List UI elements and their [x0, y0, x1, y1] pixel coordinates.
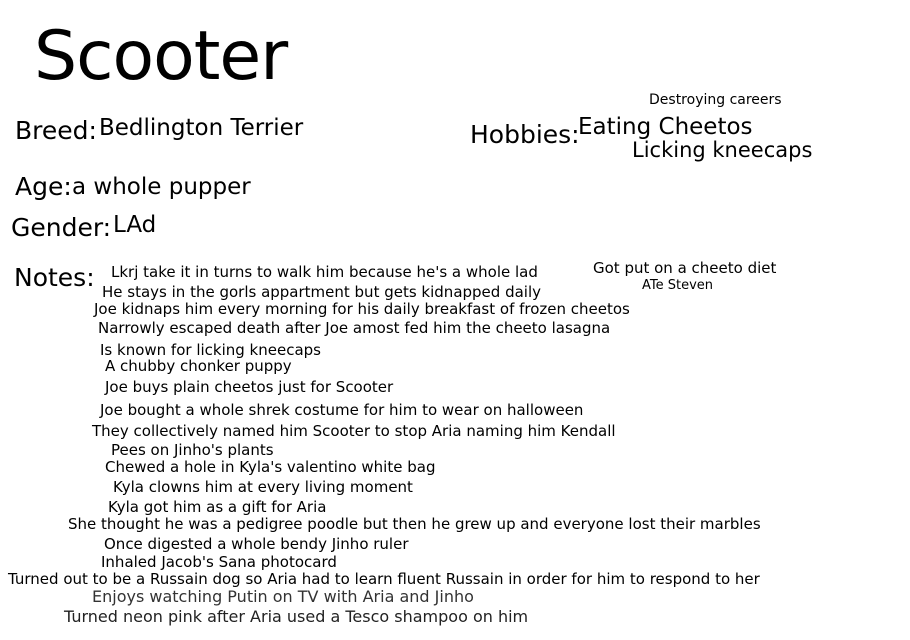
breed-value: Bedlington Terrier — [99, 115, 304, 141]
breed-label: Breed: — [15, 116, 97, 145]
gender-label: Gender: — [11, 213, 112, 242]
note-item: Narrowly escaped death after Joe amost fed him the cheeto lasagna — [98, 319, 611, 337]
note-item: Inhaled Jacob's Sana photocard — [101, 553, 337, 571]
age-value: a whole pupper — [72, 174, 251, 200]
note-item: Enjoys watching Putin on TV with Aria and Jinho — [92, 587, 474, 606]
hobby-item: Destroying careers — [649, 92, 782, 108]
note-item: He stays in the gorls appartment but gets kidnapped daily — [102, 283, 541, 301]
hobbies-label: Hobbies: — [470, 120, 580, 149]
note-item: Pees on Jinho's plants — [111, 441, 274, 459]
note-item: Kyla got him as a gift for Aria — [108, 498, 327, 516]
note-item: Joe kidnaps him every morning for his daily breakfast of frozen cheetos — [94, 300, 630, 318]
side-note: ATe Steven — [642, 278, 714, 293]
page-title: Scooter — [34, 17, 288, 96]
hobby-item: Eating Cheetos — [578, 114, 753, 140]
note-item: Is known for licking kneecaps — [100, 341, 321, 359]
age-label: Age: — [15, 172, 72, 201]
side-note: Got put on a cheeto diet — [593, 259, 777, 277]
hobby-item: Licking kneecaps — [632, 138, 813, 162]
note-item: Turned neon pink after Aria used a Tesco shampoo on him — [64, 607, 529, 626]
notes-label: Notes: — [14, 263, 95, 292]
note-item: Kyla clowns him at every living moment — [113, 478, 413, 496]
note-item: They collectively named him Scooter to stop Aria naming him Kendall — [92, 422, 616, 440]
note-item: Turned out to be a Russain dog so Aria had to learn fluent Russain in order for him to respond to her — [8, 570, 760, 588]
note-item: Chewed a hole in Kyla's valentino white bag — [105, 458, 436, 476]
note-item: She thought he was a pedigree poodle but then he grew up and everyone lost their marbles — [68, 515, 761, 533]
gender-value: LAd — [113, 214, 157, 237]
note-item: Lkrj take it in turns to walk him because he's a whole lad — [111, 263, 538, 281]
note-item: Joe bought a whole shrek costume for him to wear on halloween — [100, 401, 584, 419]
note-item: Joe buys plain cheetos just for Scooter — [105, 378, 394, 396]
note-item: A chubby chonker puppy — [105, 357, 292, 375]
note-item: Once digested a whole bendy Jinho ruler — [104, 535, 409, 553]
